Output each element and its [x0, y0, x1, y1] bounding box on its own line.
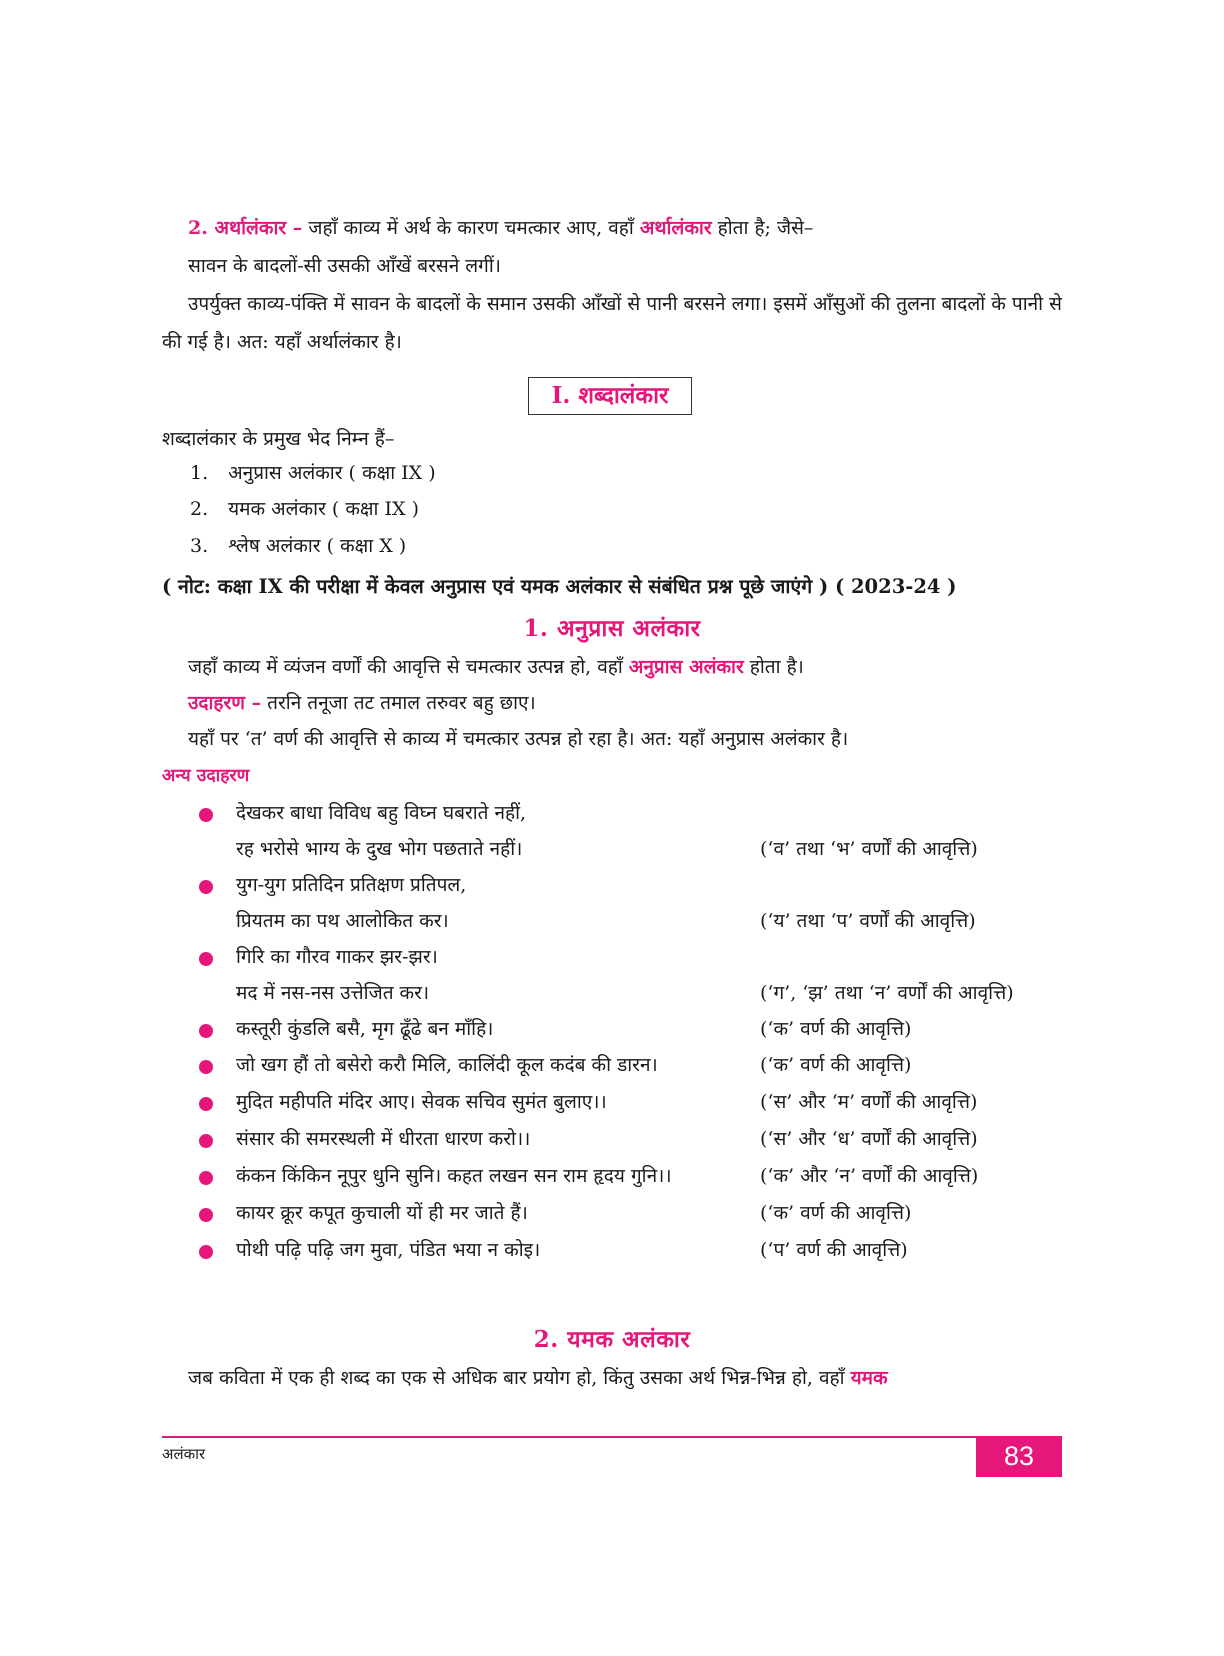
other-examples-label: अन्य उदाहरण — [162, 766, 250, 786]
example-line: रह भरोसे भाग्य के दुख भोग पछताते नहीं। — [236, 838, 523, 860]
example-line: संसार की समरस्थली में धीरता धारण करो।। — [236, 1128, 531, 1150]
example-line: प्रियतम का पथ आलोकित कर। — [236, 910, 449, 932]
example-note: (‘क’ वर्ण की आवृत्ति) — [760, 1202, 912, 1224]
anupras-example — [188, 692, 536, 715]
exam-note: ( नोट: कक्षा IX की परीक्षा में केवल अनुप्रास एवं यमक अलंकार से संबंधित प्रश्न पूछे जाएंगे ) ( 2023-24 ) — [162, 575, 957, 598]
example-note: (‘क’ और ‘न’ वर्णों की आवृत्ति) — [760, 1165, 979, 1187]
bullet-icon — [199, 1060, 213, 1074]
bullet-icon — [199, 1024, 213, 1038]
example-note: (‘प’ वर्ण की आवृत्ति) — [760, 1239, 908, 1261]
shabdalankar-heading: I. शब्दालंकार — [528, 377, 692, 415]
yamak-heading: 2. यमक अलंकार — [533, 1326, 691, 1353]
example-line: युग-युग प्रतिदिन प्रतिक्षण प्रतिपल, — [236, 874, 467, 896]
bullet-icon — [199, 1245, 213, 1259]
example-line: गिरि का गौरव गाकर झर-झर। — [236, 946, 438, 968]
yamak-definition-a: जब कविता में एक ही शब्द का एक से अधिक बार प्रयोग हो, किंतु उसका अर्थ भिन्न-भिन्न हो, वहाँ — [188, 1367, 851, 1389]
example-note: (‘स’ और ‘ध’ वर्णों की आवृत्ति) — [760, 1128, 978, 1150]
type-text: अनुप्रास अलंकार ( कक्षा IX ) — [228, 462, 436, 484]
arthalankar-label: 2. अर्थालंकार – — [188, 217, 303, 239]
example-line: मद में नस-नस उत्तेजित कर। — [236, 982, 430, 1004]
footer-rule — [162, 1436, 1062, 1438]
example-note: (‘क’ वर्ण की आवृत्ति) — [760, 1054, 912, 1076]
example-text: तरनि तनूजा तट तमाल तरुवर बहु छाए। — [261, 692, 536, 714]
example-note: (‘ग’, ‘झ’ तथा ‘न’ वर्णों की आवृत्ति) — [760, 982, 1014, 1004]
anupras-heading: 1. अनुप्रास अलंकार — [523, 615, 701, 642]
arthalankar-definition — [188, 217, 813, 240]
example-line: मुदित महीपति मंदिर आए। सेवक सचिव सुमंत बुलाए।। — [236, 1091, 607, 1113]
type-number: 2. — [190, 498, 209, 520]
bullet-icon — [199, 952, 213, 966]
bullet-icon — [199, 880, 213, 894]
anupras-definition-b: होता है। — [743, 656, 804, 678]
example-line: देखकर बाधा विविध बहु विघ्न घबराते नहीं, — [236, 802, 527, 824]
anupras-term: अनुप्रास अलंकार — [628, 656, 744, 678]
type-item-3 — [190, 535, 406, 558]
type-number: 3. — [190, 535, 209, 557]
bullet-icon — [199, 808, 213, 822]
anupras-explanation: यहाँ पर ‘त’ वर्ण की आवृत्ति से काव्य में चमत्कार उत्पन्न हो रहा है। अत: यहाँ अनुप्रास अलंकार है। — [188, 728, 849, 750]
anupras-definition-a: जहाँ काव्य में व्यंजन वर्णों की आवृत्ति से चमत्कार उत्पन्न हो, वहाँ — [188, 656, 629, 678]
bullet-icon — [199, 1134, 213, 1148]
example-line: पोथी पढ़ि पढ़ि जग मुवा, पंडित भया न कोइ। — [236, 1239, 541, 1261]
type-item-1 — [190, 462, 436, 485]
arthalankar-definition-a: जहाँ काव्य में अर्थ के कारण चमत्कार आए, वहाँ — [302, 217, 640, 239]
bullet-icon — [199, 1208, 213, 1222]
type-number: 1. — [190, 462, 209, 484]
type-text: यमक अलंकार ( कक्षा IX ) — [228, 498, 419, 520]
arthalankar-definition-b: होता है; जैसे– — [711, 217, 814, 239]
example-note: (‘य’ तथा ‘प’ वर्णों की आवृत्ति) — [760, 910, 976, 932]
example-line: कंकन किंकिन नूपुर धुनि सुनि। कहत लखन सन राम हृदय गुनि।। — [236, 1165, 672, 1187]
example-note: (‘व’ तथा ‘भ’ वर्णों की आवृत्ति) — [760, 838, 978, 860]
page-number: 83 — [976, 1436, 1062, 1477]
arthalankar-example: सावन के बादलों-सी उसकी आँखें बरसने लगीं। — [188, 255, 501, 277]
arthalankar-explanation: उपर्युक्त काव्य-पंक्ति में सावन के बादलों के समान उसकी आँखों से पानी बरसने लगा। इसमें आँसुओं की तुलना बादलों के पानी से की गई है। अत: यहाँ अर्थालंकार है। — [162, 293, 1062, 353]
shabdalankar-intro: शब्दालंकार के प्रमुख भेद निम्न हैं– — [162, 428, 395, 450]
example-note: (‘क’ वर्ण की आवृत्ति) — [760, 1018, 912, 1040]
yamak-definition — [188, 1367, 888, 1390]
example-line: कायर क्रूर कपूत कुचाली यों ही मर जाते हैं। — [236, 1202, 528, 1224]
bullet-icon — [199, 1097, 213, 1111]
example-line: कस्तूरी कुंडलि बसै, मृग ढूँढे बन माँहि। — [236, 1018, 494, 1040]
bullet-icon — [199, 1171, 213, 1185]
arthalankar-term: अर्थालंकार — [639, 217, 712, 239]
anupras-definition — [188, 656, 804, 679]
example-line: जो खग हौं तो बसेरो करौ मिलि, कालिंदी कूल कदंब की डारन। — [236, 1054, 658, 1076]
example-note: (‘स’ और ‘म’ वर्णों की आवृत्ति) — [760, 1091, 978, 1113]
type-text: श्लेष अलंकार ( कक्षा X ) — [228, 535, 407, 557]
example-label: उदाहरण – — [188, 692, 262, 714]
footer-chapter-label: अलंकार — [162, 1445, 206, 1463]
type-item-2 — [190, 498, 419, 521]
yamak-term: यमक — [850, 1367, 888, 1389]
